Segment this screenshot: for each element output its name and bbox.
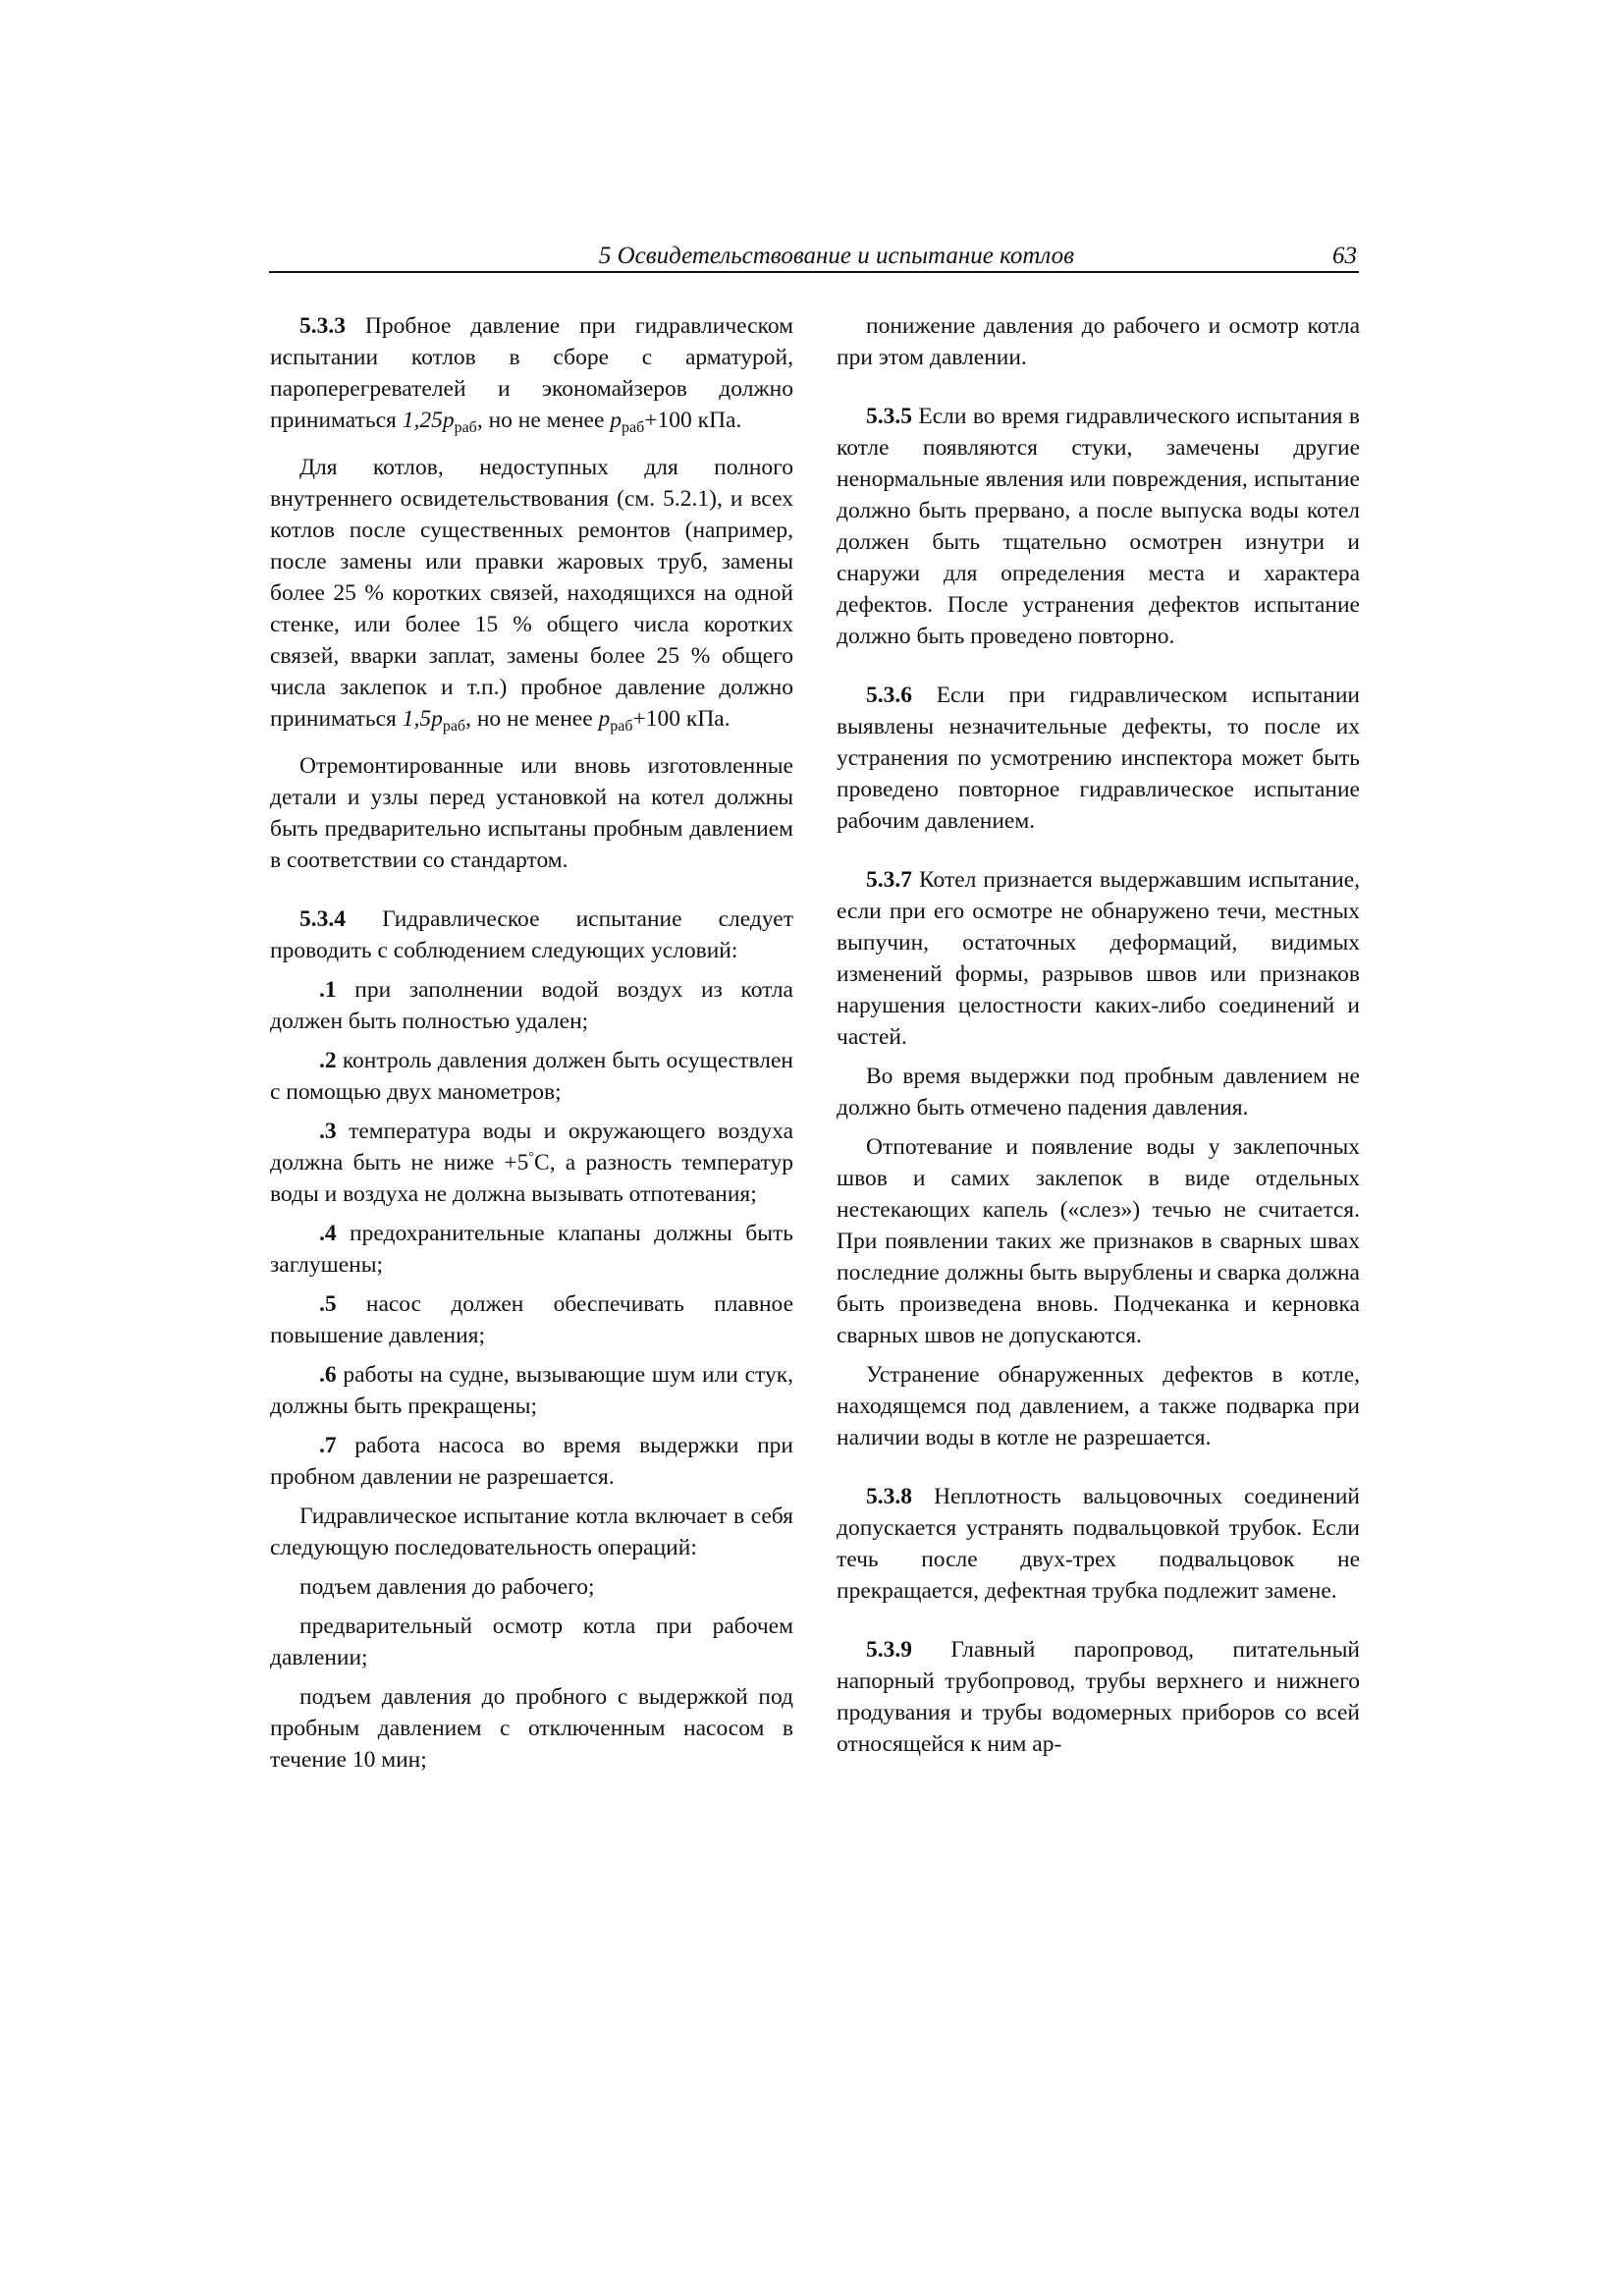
- section-number: 5.3.9: [866, 1637, 912, 1663]
- running-title: 5 Освидетельствование и испытание котлов: [598, 243, 1074, 269]
- section-5-3-8: 5.3.8 Неплотность вальцовочных соединений допускается устранять подвальцовкой трубок. Если течь после двух-трех подвальцовок не прекращается, дефектная трубка подлежит замене.: [837, 1484, 1360, 1604]
- paragraph-vyderzhka: Во время выдержки под пробным давлением не должно быть отмечено падения давления.: [837, 1064, 1360, 1121]
- operation-item: подъем давления до рабочего;: [299, 1574, 595, 1600]
- section-number: 5.3.4: [299, 906, 346, 932]
- list-item: .7 работа насоса во время выдержки при пробном давлении не разрешается.: [270, 1433, 793, 1490]
- operation-item: понижение давления до рабочего и осмотр котла при этом давлении.: [837, 313, 1360, 370]
- section-5-3-4: 5.3.4 Гидравлическое испытание следует проводить с соблюдением следующих условий:: [270, 906, 793, 963]
- paragraph-ustranenie: Устранение обнаруженных дефектов в котле, находящемся под давлением, а также подварка при наличии воды в котле не разрешается.: [837, 1362, 1360, 1450]
- left-column: [270, 310, 793, 1783]
- list-item: .1 при заполнении водой воздух из котла должен быть полностью удален;: [270, 977, 793, 1034]
- paragraph-otpotevanie: Отпотевание и появление воды у заклепочных швов и самих заклепок в виде отдельных нестекающих капель («слез») течью не считается. При появлении таких же признаков в сварных швах последние должны быть вырублены и сварка должна быть произведена вновь. Подчеканка и керновка сварных швов не допускаются.: [837, 1134, 1360, 1348]
- section-5-3-3: 5.3.3 Пробное давление при гидравлическом испытании котлов в сборе с арматурой, пароперегревателей и экономайзеров должно приниматься $1,25p_{раб}$, но не менее $p_{раб}+100$ кПа.: [270, 313, 793, 436]
- coefficient: 1,5p: [402, 706, 443, 732]
- page-header: [269, 242, 1359, 273]
- paragraph-otremontirovannye: Отремонтированные или вновь изготовленные детали и узлы перед установкой на котел должны быть предварительно испытаны пробным давлением в соответствии со стандартом.: [270, 753, 793, 873]
- operation-item: подъем давления до пробного с выдержкой под пробным давлением с отключенным насосом в течение 10 мин;: [270, 1684, 793, 1773]
- paragraph-kotly: Для котлов, недоступных для полного внутреннего освидетельствования (см. 5.2.1), и всех котлов после существенных ремонтов (например, после замены или правки жаровых труб, замены более 25 % коротких связей, находящихся на одной стенке, или более 15 % общего числа коротких связей, вварки заплат, замены более 25 % общего числа заклепок и т.п.) пробное давление должно приниматься $1,5p_{раб}$, но не менее $p_{раб}+100$ кПа.: [270, 455, 793, 735]
- section-5-3-5: 5.3.5 Если во время гидравлического испытания в котле появляются стуки, замечены другие ненормальные явления или повреждения, испытание должно быть прервано, а после выпуска воды котел должен быть тщательно осмотрен изнутри и снаружи для определения места и характера дефектов. После устранения дефектов испытание должно быть проведено повторно.: [837, 404, 1360, 649]
- section-number: 5.3.5: [866, 404, 912, 429]
- section-5-3-6: 5.3.6 Если при гидравлическом испытании выявлены незначительные дефекты, то после их устранения по усмотрению инспектора может быть проведено повторное гидравлическое испытание рабочим давлением.: [837, 683, 1360, 834]
- section-5-3-7: 5.3.7 Котел признается выдержавшим испытание, если при его осмотре не обнаружено течи, местных выпучин, остаточных деформаций, видимых изменений формы, разрывов швов или признаков нарушения целостности каких-либо соединений и частей.: [837, 867, 1360, 1050]
- list-item: .5 насос должен обеспечивать плавное повышение давления;: [270, 1291, 793, 1348]
- paragraph-sequence: Гидравлическое испытание котла включает в себя следующую последовательность операций:: [270, 1503, 793, 1560]
- list-item: .4 предохранительные клапаны должны быть заглушены;: [270, 1221, 793, 1278]
- operation-item: предварительный осмотр котла при рабочем давлении;: [270, 1613, 793, 1670]
- section-5-3-9: 5.3.9 Главный паропровод, питательный напорный трубопровод, трубы верхнего и нижнего продувания и трубы водомерных приборов со всей относящейся к ним ар-: [837, 1637, 1360, 1757]
- section-number: 5.3.7: [866, 867, 912, 893]
- list-item: .6 работы на судне, вызывающие шум или стук, должны быть прекращены;: [270, 1362, 793, 1419]
- list-item: .3 температура воды и окружающего воздуха должна быть не ниже +5°С, а разность температур воды и воздуха не должна вызывать отпотевания;: [270, 1119, 793, 1207]
- coefficient: 1,25p: [402, 408, 455, 433]
- section-number: 5.3.3: [299, 313, 346, 339]
- section-number: 5.3.8: [866, 1484, 912, 1509]
- section-number: 5.3.6: [866, 683, 912, 708]
- page-number: 63: [1332, 243, 1357, 269]
- right-column: [837, 310, 1360, 1768]
- list-item: .2 контроль давления должен быть осуществлен с помощью двух манометров;: [270, 1048, 793, 1105]
